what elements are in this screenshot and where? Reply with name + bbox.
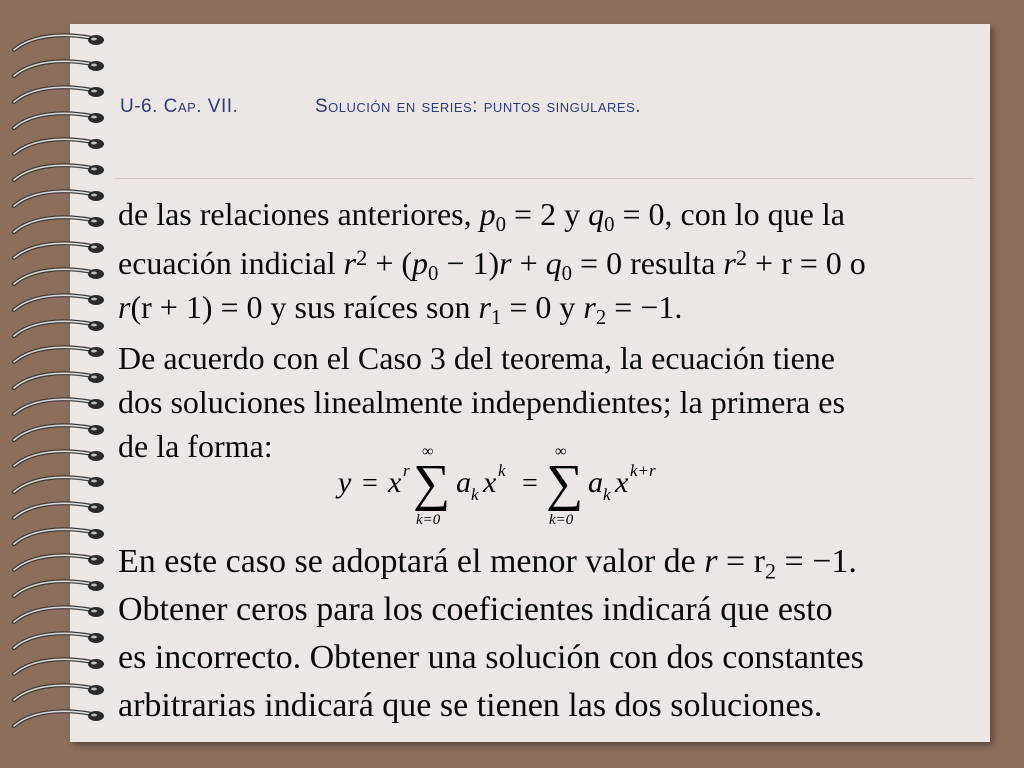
spiral-ring xyxy=(14,581,104,596)
formula-sub-k: k xyxy=(603,485,611,504)
formula-y: y xyxy=(338,466,352,499)
formula-x: x xyxy=(483,466,497,499)
spiral-ring xyxy=(14,295,104,310)
spiral-ring xyxy=(14,321,104,336)
spiral-ring xyxy=(14,503,104,518)
paragraph-line: ecuación indicial $r^2 + (p_0 - 1)r + q_0 = 0$ resulta $r^2 + r = 0$ o xyxy=(118,244,866,286)
spiral-ring xyxy=(14,711,104,726)
formula-equals: = xyxy=(522,468,538,499)
formula-x: x xyxy=(615,466,629,499)
sum-lower-index: k=0 xyxy=(416,512,441,528)
header-title: Solución en series: puntos singulares. xyxy=(315,96,642,117)
formula-equals: = xyxy=(362,468,378,499)
paragraph-line: En este caso se adoptará el menor valor de $r = r_2 = -1$. xyxy=(118,543,857,584)
paragraph-conclusion xyxy=(118,538,998,730)
spiral-ring xyxy=(14,685,104,700)
formula-a: a xyxy=(588,466,603,499)
sum-upper-infinity: ∞ xyxy=(555,443,567,460)
sum-symbol: ∑ xyxy=(546,455,584,512)
paragraph-relations xyxy=(118,192,998,329)
paragraph-line: dos soluciones linealmente independientes; la primera es xyxy=(118,384,845,420)
spiral-ring xyxy=(14,269,104,284)
paragraph-line: de las relaciones anteriores, $p_0 = 2$ y $q_0 = 0$, con lo que la xyxy=(118,196,845,237)
formula-x: x xyxy=(388,466,402,499)
spiral-ring xyxy=(14,165,104,180)
formula-a: a xyxy=(456,466,471,499)
paragraph-line: De acuerdo con el Caso 3 del teorema, la ecuación tiene xyxy=(118,340,835,376)
header-chapter: U-6. Cap. VII. xyxy=(120,96,239,117)
spiral-ring xyxy=(14,61,104,76)
spiral-binding xyxy=(0,0,120,768)
spiral-ring xyxy=(14,139,104,154)
header-divider xyxy=(115,178,975,179)
spiral-ring xyxy=(14,477,104,492)
paragraph-line: es incorrecto. Obtener una solución con dos constantes xyxy=(118,639,864,676)
formula-exp-r: r xyxy=(403,461,410,480)
spiral-ring xyxy=(14,35,104,50)
series-formula xyxy=(330,440,710,530)
spiral-ring xyxy=(14,659,104,674)
spiral-ring xyxy=(14,243,104,258)
spiral-ring xyxy=(14,87,104,102)
formula-exp-k: k xyxy=(498,461,506,480)
sum-symbol: ∑ xyxy=(413,455,451,512)
slide-header xyxy=(120,96,980,124)
paragraph-line: r(r + 1) = 0 y sus raíces son $r_1 = 0$ y $r_2 = -1$. xyxy=(118,288,683,330)
spiral-ring xyxy=(14,113,104,128)
spiral-ring xyxy=(14,425,104,440)
spiral-ring xyxy=(14,191,104,206)
formula-exp-kr: k+r xyxy=(630,461,656,480)
spiral-ring xyxy=(14,347,104,362)
spiral-ring xyxy=(14,451,104,466)
spiral-ring xyxy=(14,607,104,622)
sum-lower-index: k=0 xyxy=(549,512,574,528)
paragraph-line: arbitrarias indicará que se tienen las dos soluciones. xyxy=(118,687,823,724)
spiral-ring xyxy=(14,399,104,414)
spiral-ring xyxy=(14,217,104,232)
sum-upper-infinity: ∞ xyxy=(422,443,434,460)
spiral-ring xyxy=(14,633,104,648)
spiral-ring xyxy=(14,529,104,544)
paragraph-line: de la forma: xyxy=(118,428,273,464)
spiral-ring xyxy=(14,555,104,570)
paragraph-line: Obtener ceros para los coeficientes indicará que esto xyxy=(118,591,833,628)
spiral-ring xyxy=(14,373,104,388)
formula-sub-k: k xyxy=(471,485,479,504)
